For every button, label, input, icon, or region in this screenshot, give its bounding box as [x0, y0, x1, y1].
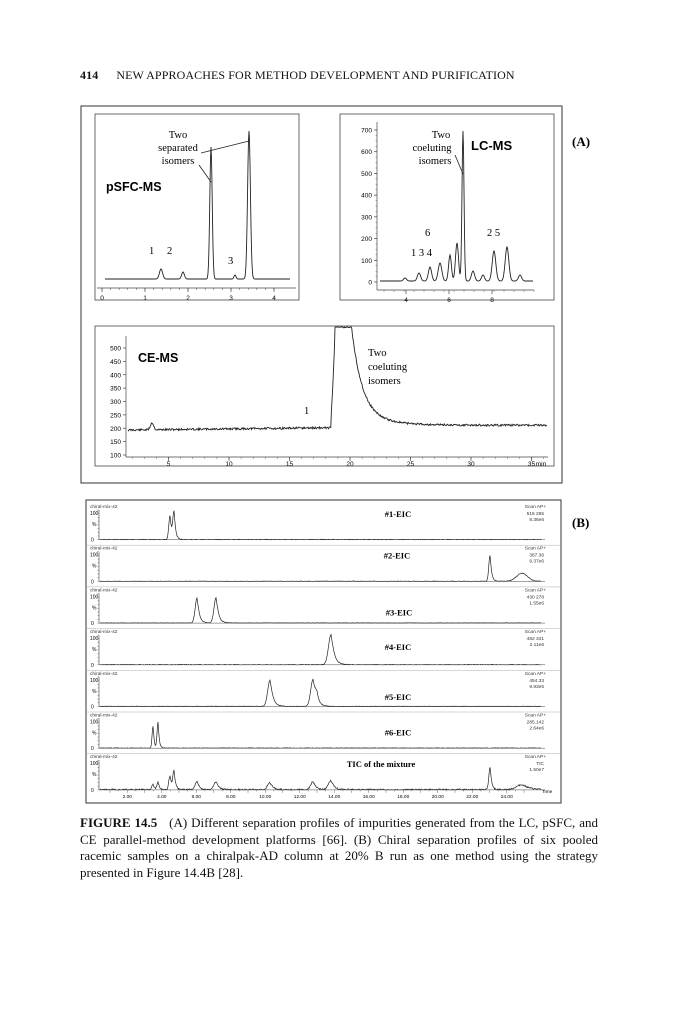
ce-frame [95, 326, 554, 466]
ce-y-tick-label: 350 [110, 385, 121, 393]
eic-x-tick-label: 16.00 [362, 794, 375, 800]
eic-trace-name: #4-EIC [384, 642, 412, 653]
eic-y-zero-label: 0 [91, 662, 94, 669]
eic-scan-mode: Scan AP+ [524, 505, 546, 510]
eic-y-unit-label: % [92, 605, 97, 612]
eic-trace-line [100, 511, 541, 540]
ce-x-tick-label: 25 [406, 461, 415, 468]
eic-y-zero-label: 0 [91, 579, 94, 586]
eic-mass-label: 430 278 [526, 595, 544, 601]
eic-y-unit-label: % [92, 563, 97, 570]
eic-y-unit-label: % [92, 772, 97, 779]
eic-x-tick-label: 8.00 [226, 794, 236, 800]
lc-y-tick-label: 300 [361, 214, 372, 222]
eic-x-tick-label: 12.00 [293, 794, 306, 800]
lc-subplot [340, 114, 554, 304]
eic-trace-line [100, 598, 541, 623]
eic-y-zero-label: 0 [91, 704, 94, 711]
figure-caption [80, 815, 598, 881]
eic-x-tick-label: 10.00 [259, 794, 272, 800]
eic-mass-label: 482 341 [526, 637, 544, 643]
eic-sample-name: chiral-mix-42 [90, 755, 118, 761]
eic-y-zero-label: 0 [91, 537, 94, 544]
eic-mass-label: 285.142 [526, 720, 544, 726]
eic-trace-name: #1-EIC [384, 509, 412, 519]
caption-text: (A) Different separation profiles of impurities generated from the LC, pSFC, and CE parallel-method development platforms [66]. (B) Chiral separation profiles of six pooled racemic samples on a chiralpak-AD column at 20% B run as one method using the strategy presented in Figure 14.4B [28]. [80, 815, 599, 880]
psfc-peak-label-3: 3 [228, 256, 234, 267]
eic-intensity-label: 1.50e7 [529, 768, 544, 774]
lc-peak-label-1-3-4: 1 3 4 [411, 248, 432, 259]
ce-note-line-3: isomers [368, 376, 401, 387]
eic-scan-mode: Scan AP+ [524, 755, 546, 761]
psfc-note-arrow-1 [201, 141, 249, 153]
eic-x-tick-label: 24.00 [500, 794, 513, 800]
eic-y-unit-label: % [92, 688, 97, 695]
eic-row [87, 670, 560, 710]
eic-x-tick-label: 22.00 [466, 794, 479, 800]
eic-mass-label: 454.33 [529, 678, 544, 684]
psfc-x-tick-label: 0 [100, 295, 104, 302]
lc-y-tick-label: 200 [361, 236, 372, 244]
eic-scan-mode: Scan AP+ [524, 713, 546, 719]
psfc-note-line-1: Two [168, 130, 188, 141]
eic-row [87, 587, 560, 627]
lc-note-line-1: Two [431, 130, 451, 141]
eic-trace-line [100, 679, 541, 706]
eic-row [87, 712, 560, 752]
ce-note-line-2: coeluting [368, 362, 408, 373]
psfc-x-tick-label: 4 [272, 295, 276, 302]
eic-sample-name: chiral-mix-42 [90, 505, 118, 510]
eic-x-tick-label: 14.00 [328, 794, 341, 800]
ce-subplot [95, 326, 554, 468]
psfc-x-tick-label: 1 [143, 295, 147, 302]
eic-sample-name: chiral-mix-42 [90, 630, 118, 636]
eic-trace-name: #5-EIC [384, 691, 412, 702]
lc-x-tick-label: 8 [490, 297, 494, 304]
lc-peak-label-2-5: 2 5 [487, 228, 501, 239]
caption-label: FIGURE 14.5 [80, 815, 158, 830]
eic-x-unit-label: Time [541, 789, 553, 795]
ce-x-tick-label: 15 [285, 461, 294, 468]
lc-chromatogram-trace [380, 131, 533, 281]
lc-method-label: LC-MS [471, 138, 513, 153]
eic-scan-mode: Scan AP+ [524, 630, 546, 636]
lc-note-line-2: coeluting [412, 143, 452, 154]
panel-b [86, 500, 589, 803]
ce-method-label: CE-MS [138, 351, 179, 365]
eic-y-zero-label: 0 [91, 787, 94, 794]
lc-y-tick-label: 600 [361, 149, 372, 157]
eic-trace-line [100, 555, 541, 581]
lc-y-tick-label: 0 [368, 279, 372, 287]
psfc-subplot [95, 114, 299, 302]
eic-mass-label: 387.36 [529, 553, 544, 559]
eic-row [87, 754, 560, 794]
panel-a-frame [81, 106, 562, 483]
eic-x-tick-label: 18.00 [397, 794, 410, 800]
ce-y-tick-label: 250 [110, 412, 121, 420]
running-title: NEW APPROACHES FOR METHOD DEVELOPMENT AND PURIFICATION [116, 68, 515, 82]
lc-peak-label-6: 6 [425, 228, 431, 239]
panel-b-label: (B) [572, 515, 590, 530]
ce-x-tick-label: 5 [166, 461, 171, 468]
psfc-peak-label-2: 2 [167, 246, 173, 257]
eic-trace-name: #2-EIC [383, 550, 411, 561]
ce-y-tick-label: 150 [110, 439, 121, 447]
ce-note-line-1: Two [368, 348, 387, 359]
psfc-note-line-3: isomers [161, 156, 195, 167]
psfc-peak-label-1: 1 [149, 246, 155, 257]
eic-x-tick-label: 4.00 [157, 794, 167, 800]
page-number: 414 [80, 68, 99, 82]
eic-scan-mode: Scan AP+ [524, 546, 546, 552]
psfc-x-tick-label: 3 [229, 295, 233, 302]
eic-y-zero-label: 0 [91, 621, 94, 628]
eic-y-top-label: 100 [90, 636, 99, 643]
eic-sample-name: chiral-mix-42 [90, 588, 118, 594]
psfc-x-tick-label: 2 [186, 295, 190, 302]
ce-electropherogram-trace [128, 327, 547, 431]
eic-y-unit-label: % [92, 730, 97, 737]
eic-y-top-label: 100 [90, 719, 99, 726]
eic-trace-line [100, 767, 541, 790]
eic-mass-label: TIC [536, 762, 544, 768]
lc-y-tick-label: 100 [361, 257, 372, 265]
ce-peak-label-1: 1 [304, 406, 310, 417]
eic-mass-label: 516 285 [526, 512, 544, 517]
eic-x-tick-label: 6.00 [191, 794, 201, 800]
eic-y-top-label: 100 [90, 677, 99, 684]
eic-intensity-label: 9.37e6 [529, 559, 544, 565]
ce-y-tick-label: 500 [110, 345, 121, 353]
lc-y-tick-label: 400 [361, 192, 372, 200]
eic-y-top-label: 100 [90, 511, 99, 517]
eic-x-tick-label: 20.00 [431, 794, 444, 800]
lc-y-tick-label: 700 [361, 127, 372, 135]
panel-a [81, 106, 590, 483]
eic-row [90, 504, 546, 544]
eic-y-top-label: 100 [90, 594, 99, 601]
eic-sample-name: chiral-mix-42 [90, 546, 118, 552]
eic-trace-line [100, 722, 541, 748]
ce-x-unit-label: min [535, 461, 547, 468]
eic-intensity-label: 2.11e6 [529, 643, 544, 649]
ce-y-tick-label: 200 [110, 425, 121, 433]
ce-x-tick-label: 30 [467, 461, 475, 468]
psfc-method-label: pSFC-MS [106, 180, 162, 194]
eic-intensity-label: 9.93e5 [529, 684, 544, 690]
panel-b-frame [86, 500, 561, 803]
eic-trace-name: TIC of the mixture [346, 759, 416, 770]
ce-x-tick-label: 20 [346, 461, 354, 468]
ce-y-tick-label: 450 [110, 358, 121, 366]
psfc-frame [95, 114, 299, 300]
eic-intensity-label: 8.36e6 [529, 518, 544, 523]
eic-intensity-label: 1.55e6 [529, 601, 544, 607]
panel-a-label: (A) [572, 134, 591, 149]
eic-y-top-label: 100 [90, 761, 99, 768]
lc-note-line-3: isomers [418, 156, 452, 167]
eic-row [87, 545, 560, 585]
eic-y-unit-label: % [92, 647, 97, 654]
lc-x-tick-label: 4 [404, 297, 408, 304]
lc-frame [340, 114, 554, 300]
eic-row [87, 629, 560, 669]
lc-x-tick-label: 6 [447, 297, 451, 304]
eic-scan-mode: Scan AP+ [524, 588, 546, 594]
ce-y-tick-label: 400 [110, 372, 121, 380]
psfc-note-line-2: separated [158, 143, 198, 154]
eic-y-zero-label: 0 [91, 746, 94, 753]
eic-trace-name: #3-EIC [385, 607, 413, 618]
eic-y-top-label: 100 [90, 552, 99, 559]
lc-note-arrow [455, 155, 463, 174]
ce-x-tick-label: 35 [527, 461, 536, 468]
eic-scan-mode: Scan AP+ [524, 671, 546, 677]
ce-y-tick-label: 300 [110, 399, 121, 406]
eic-intensity-label: 2.64e6 [529, 726, 544, 732]
lc-y-tick-label: 500 [361, 170, 372, 178]
eic-sample-name: chiral-mix-42 [90, 671, 118, 677]
eic-trace-name: #6-EIC [384, 727, 412, 738]
eic-y-unit-label: % [92, 522, 97, 528]
ce-y-tick-label: 100 [110, 452, 121, 460]
ce-x-tick-label: 10 [225, 461, 233, 468]
psfc-note-arrow-2 [199, 165, 211, 182]
eic-sample-name: chiral-mix-42 [90, 713, 118, 719]
eic-x-tick-label: 2.00 [122, 794, 132, 800]
eic-trace-line [100, 635, 541, 665]
